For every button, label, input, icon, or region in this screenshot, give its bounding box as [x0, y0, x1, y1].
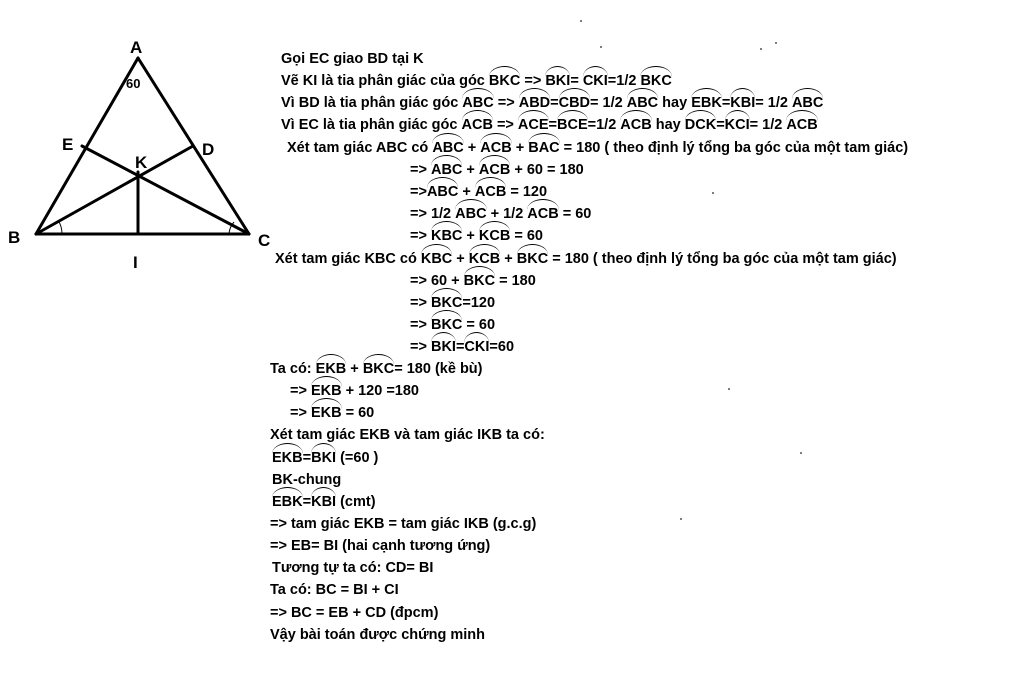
proof-text-segment: +	[452, 251, 469, 267]
proof-line	[281, 50, 424, 68]
proof-text-segment: + 1/2	[486, 206, 528, 222]
proof-line	[287, 139, 908, 157]
proof-text-segment: Ta có:	[270, 361, 316, 377]
proof-line	[275, 250, 897, 268]
triangle-figure	[0, 0, 290, 290]
proof-line	[410, 316, 495, 334]
proof-text-segment: =>	[410, 162, 431, 178]
proof-text-segment: Xét tam giác EKB và tam giác IKB ta có:	[270, 427, 545, 443]
angle-symbol: BKC	[430, 317, 463, 333]
proof-text-segment: => 1/2	[410, 206, 456, 222]
angle-symbol: KBI	[730, 95, 756, 111]
proof-text-segment: + 60 = 180	[510, 162, 584, 178]
proof-text-segment: BK-chung	[272, 472, 342, 488]
proof-line	[270, 360, 482, 378]
proof-line	[270, 581, 399, 599]
angle-symbol: CKI	[464, 339, 490, 355]
angle-symbol: ACB	[480, 140, 512, 156]
proof-text-segment: =	[716, 117, 725, 133]
proof-text-segment: =>	[492, 117, 518, 133]
angle-symbol: ACB	[786, 117, 818, 133]
proof-text-segment: = 1/2	[755, 95, 792, 111]
proof-text-segment: =>	[410, 317, 431, 333]
proof-text-segment: Gọi EC giao BD tại K	[281, 51, 424, 67]
proof-line	[270, 426, 545, 444]
angle-symbol: ABC	[432, 140, 464, 156]
proof-line	[410, 227, 543, 245]
proof-line	[272, 449, 378, 467]
angle-symbol: EKB	[272, 450, 303, 466]
angle-symbol: ABC	[426, 184, 459, 200]
angle-symbol: KCB	[478, 228, 511, 244]
label-b: B	[8, 228, 21, 247]
angle-symbol: DCK	[684, 117, 717, 133]
proof-line	[410, 161, 584, 179]
proof-line	[272, 471, 341, 489]
angle-symbol: ACB	[461, 117, 493, 133]
proof-text-segment: => BC = EB + CD (đpcm)	[270, 605, 439, 621]
proof-text-segment: =>	[410, 228, 431, 244]
angle-symbol: ACB	[527, 206, 559, 222]
proof-text-segment: = 60	[462, 317, 496, 333]
angle-symbol: ABC	[791, 95, 824, 111]
proof-text-segment: = 60	[510, 228, 543, 244]
proof-line	[270, 515, 536, 533]
angle-symbol: KCB	[468, 251, 501, 267]
bisector-ce	[82, 146, 249, 234]
proof-text-segment: +	[346, 361, 363, 377]
proof-text-segment: =	[302, 494, 312, 510]
proof-line	[281, 94, 823, 112]
proof-text-segment: = 60	[558, 206, 592, 222]
angle-symbol: BKI	[311, 450, 337, 466]
angle-symbol: BKI	[545, 73, 571, 89]
angle-symbol: ABD	[518, 95, 551, 111]
proof-text-segment: =>	[493, 95, 519, 111]
angle-symbol: ABC	[462, 95, 494, 111]
angle-symbol: KBI	[311, 494, 337, 510]
label-c: C	[258, 231, 271, 250]
angle-symbol: EBK	[272, 494, 303, 510]
proof-text-segment: +	[462, 162, 479, 178]
angle-symbol: EBK	[691, 95, 722, 111]
proof-text-segment: Xét tam giác ABC có	[287, 140, 433, 156]
proof-line	[272, 493, 376, 511]
angle-symbol: EKB	[310, 405, 342, 421]
proof-line	[410, 338, 514, 356]
proof-text-segment: +	[511, 140, 529, 156]
proof-text-segment: Xét tam giác KBC có	[275, 251, 421, 267]
proof-text-segment: Vậy bài toán được chứng minh	[270, 627, 486, 643]
proof-text-segment: => 60 +	[410, 273, 464, 289]
angle-symbol: KBC	[430, 228, 463, 244]
proof-text-segment: = 180 ( theo định lý tổng ba góc của một tam giác)	[559, 140, 909, 156]
angle-symbol: BKC	[640, 73, 672, 89]
proof-text-segment: (=60 )	[336, 450, 379, 466]
proof-text-segment: =	[550, 95, 559, 111]
angle-symbol: EKB	[310, 383, 342, 399]
proof-line	[290, 404, 374, 422]
proof-text-segment: => EB= BI (hai cạnh tương ứng)	[270, 538, 491, 554]
angle-symbol: ACB	[478, 162, 511, 178]
proof-text-segment: = 180 (kề bù)	[394, 361, 483, 377]
proof-line	[272, 559, 433, 577]
angle-symbol: BKC	[430, 295, 463, 311]
angle-symbol: CBD	[558, 95, 591, 111]
angle-symbol: BKC	[362, 361, 395, 377]
angle-symbol: ABC	[430, 162, 463, 178]
label-i: I	[133, 253, 138, 272]
proof-line	[410, 183, 547, 201]
label-e: E	[62, 135, 74, 154]
proof-line	[281, 116, 818, 134]
proof-text-segment: Vẽ KI là tia phân giác của góc	[281, 73, 489, 89]
proof-text-segment: =	[721, 95, 731, 111]
proof-line	[270, 537, 490, 555]
proof-text-segment: + 120 =180	[341, 383, 420, 399]
proof-text-segment: => tam giác EKB = tam giác IKB (g.c.g)	[270, 516, 537, 532]
proof-text-segment: hay	[658, 95, 692, 111]
proof-text-segment: =	[570, 73, 583, 89]
proof-line	[410, 272, 536, 290]
proof-text-segment: +	[500, 251, 517, 267]
side-ab	[36, 58, 141, 234]
angle-symbol: ABC	[455, 206, 487, 222]
proof-text-segment: hay	[651, 117, 685, 133]
proof-text-segment: (cmt)	[336, 494, 376, 510]
proof-line	[270, 604, 438, 622]
angle-symbol: ACE	[517, 117, 549, 133]
angle-symbol: BKI	[430, 339, 456, 355]
proof-text-segment: Ta có: BC = BI + CI	[270, 582, 399, 598]
proof-line	[410, 294, 495, 312]
proof-text-segment: = 1/2	[590, 95, 627, 111]
angle-symbol: CKI	[582, 73, 608, 89]
proof-text-segment: =	[548, 117, 558, 133]
proof-line	[270, 626, 485, 644]
proof-text-segment: =>	[290, 383, 311, 399]
proof-text-segment: = 180 ( theo định lý tổng ba góc của một tam giác)	[548, 251, 897, 267]
proof-text-segment: =>	[520, 73, 546, 89]
proof-text-segment: Vì EC là tia phân giác góc	[281, 117, 462, 133]
angle-symbol: ABC	[626, 95, 659, 111]
proof-line	[410, 205, 591, 223]
label-d: D	[202, 140, 215, 159]
angle-symbol: KCI	[724, 117, 750, 133]
proof-text-segment: = 120	[506, 184, 548, 200]
proof-text-segment: =>	[290, 405, 311, 421]
angle-symbol: BKC	[488, 73, 521, 89]
angle-symbol: EKB	[315, 361, 347, 377]
proof-text-segment: =>	[410, 184, 427, 200]
proof-text-segment: =>	[410, 295, 431, 311]
proof-text-segment: +	[458, 184, 475, 200]
angle-a-value: 60	[126, 76, 141, 91]
proof-text-segment: =1/2	[607, 73, 641, 89]
proof-text-segment: Tương tự ta có: CD= BI	[272, 560, 434, 576]
proof-text-segment: Vì BD là tia phân giác góc	[281, 95, 463, 111]
proof-text-segment: =1/2	[587, 117, 621, 133]
label-a: A	[130, 38, 143, 57]
label-k: K	[135, 153, 148, 172]
angle-symbol: BCE	[557, 117, 588, 133]
proof-text-segment: =120	[462, 295, 496, 311]
proof-text-segment: =	[455, 339, 465, 355]
proof-text-segment: +	[462, 228, 479, 244]
proof-text-segment: = 180	[495, 273, 536, 289]
proof-text-segment: =60	[489, 339, 515, 355]
proof-text-segment: =>	[410, 339, 431, 355]
angle-symbol: BKC	[463, 273, 496, 289]
angle-symbol: BKC	[516, 251, 549, 267]
proof-line	[290, 382, 419, 400]
proof-text-segment: +	[463, 140, 481, 156]
bisector-be-d	[36, 146, 193, 234]
angle-symbol: ACB	[620, 117, 652, 133]
proof-text-segment: = 1/2	[749, 117, 787, 133]
angle-symbol: KBC	[420, 251, 453, 267]
proof-text-segment: =	[302, 450, 312, 466]
proof-text-segment: = 60	[341, 405, 375, 421]
angle-symbol: BAC	[528, 140, 560, 156]
angle-symbol: ACB	[474, 184, 507, 200]
